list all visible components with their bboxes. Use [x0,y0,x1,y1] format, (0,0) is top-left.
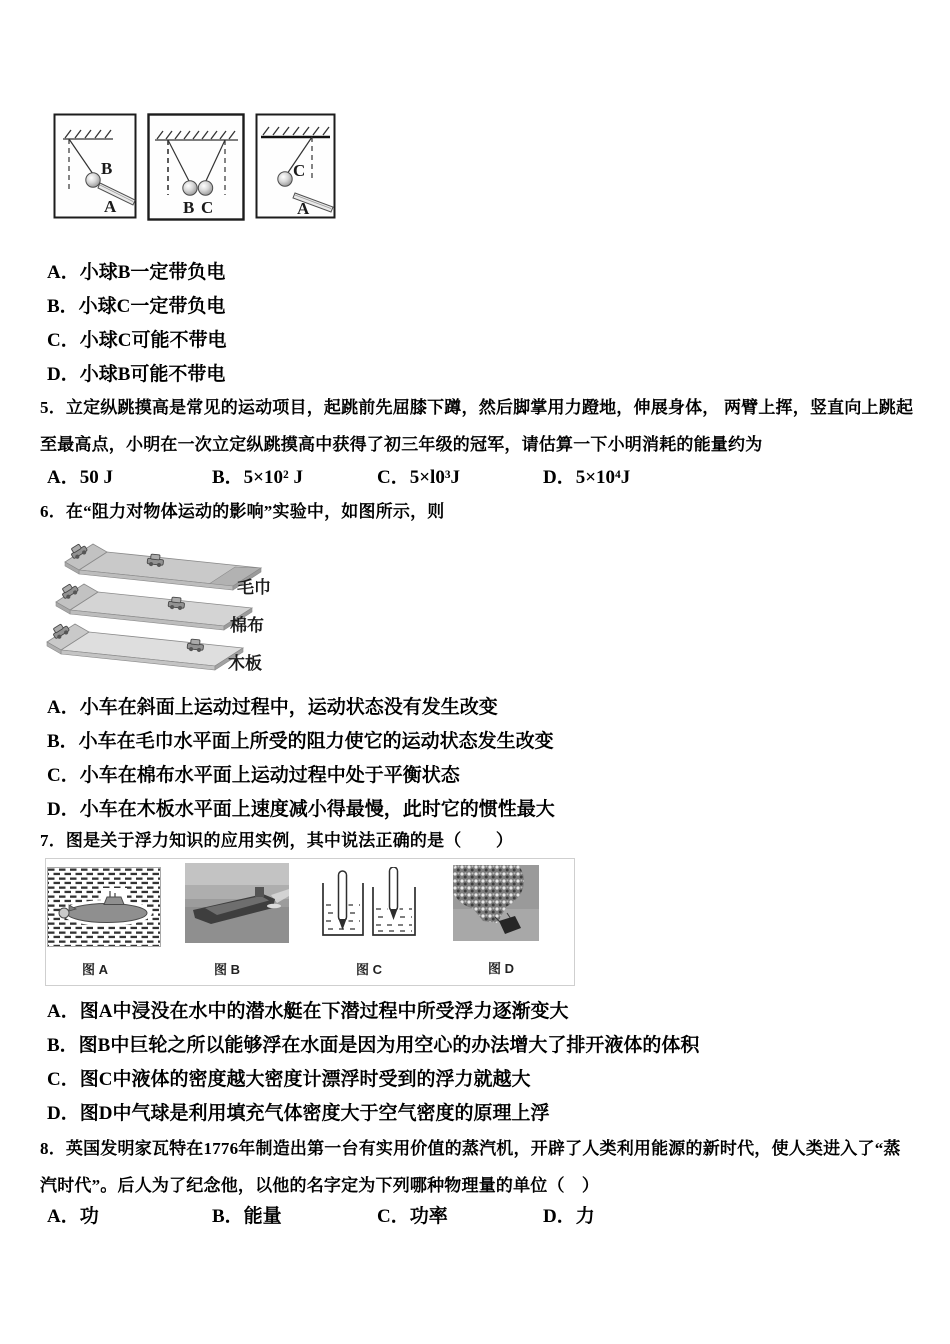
q8-option-d: D．力 [543,1206,595,1227]
q8-option-a: A．功 [47,1206,99,1227]
q7-option-b: B．图B中巨轮之所以能够浮在水面是因为用空心的办法增大了排开液体的体积 [47,1035,700,1056]
submarine-sail [104,897,124,905]
q8-stem-line1: 8．英国发明家瓦特在1776年制造出第一台有实用价值的蒸汽机，开辟了人类利用能源的新时代，使人类进入了“蒸 [40,1139,901,1158]
q5-option-c: C．5×l0³J [377,467,461,488]
submarine-image [47,867,161,947]
propeller [59,908,69,918]
q5-option-a: A．50 J [47,467,113,488]
caption-fig-a: 图 A [82,962,109,977]
q4-option-c: C．小球C可能不带电 [47,330,227,351]
surface-label-towel: 毛巾 [237,578,271,597]
ball-c [278,172,292,186]
q7-option-a: A．图A中浸没在水中的潜水艇在下潜过程中所受浮力逐渐变大 [47,1001,569,1022]
ship-photo [185,863,289,943]
q6-option-b: B．小车在毛巾水平面上所受的阻力使它的运动状态发生改变 [47,731,554,752]
q6-option-a: A．小车在斜面上运动过程中，运动状态没有发生改变 [47,697,498,718]
ramp-towel [65,542,261,590]
q4-option-d: D．小球B可能不带电 [47,364,226,385]
hydrometer-right-tube [390,867,398,911]
q5-option-d: D．5×10⁴J [543,467,631,488]
q5-stem-line1: 5．立定纵跳摸高是常见的运动项目，起跳前先屈膝下蹲，然后脚掌用力蹬地，伸展身体， 两臂上挥，竖直向上跳起 [40,398,914,417]
q7-stem: 7．图是关于浮力知识的应用实例，其中说法正确的是（ ） [40,831,514,850]
pendulum-panel-1 [53,113,137,219]
q7-option-d: D．图D中气球是利用填充气体密度大于空气密度的原理上浮 [47,1103,550,1124]
ball-b-label: B [101,159,113,178]
caption-fig-d: 图 D [488,961,515,976]
surface-label-cotton: 棉布 [230,616,264,635]
q6-stem: 6．在“阻力对物体运动的影响”实验中，如图所示，则 [40,502,445,521]
ball-c-label: C [201,198,214,217]
q7-option-c: C．图C中液体的密度越大密度计漂浮时受到的浮力就越大 [47,1069,531,1090]
question6-figure-ramps [45,538,307,672]
hydrometer-left-tube [339,871,347,921]
q6-option-d: D．小车在木板水平面上速度减小得最慢，此时它的惯性最大 [47,799,555,820]
q5-option-b: B．5×10² J [212,467,303,488]
q5-stem-line2: 至最高点，小明在一次立定纵跳摸高中获得了初三年级的冠军，请估算一下小明消耗的能量约为 [40,435,763,454]
q6-option-c: C．小车在棉布水平面上运动过程中处于平衡状态 [47,765,460,786]
q4-option-a: A．小球B一定带负电 [47,262,226,283]
submarine-hull [67,904,147,923]
rod-a-label: A [104,197,117,216]
balloon-photo [453,865,539,941]
ball-b [183,181,197,195]
ball-c-label: C [293,161,306,180]
ball-b [86,173,100,187]
q8-option-b: B．能量 [212,1206,282,1227]
ship-superstructure [255,887,264,897]
question4-figure [53,113,336,221]
caption-fig-b: 图 B [214,962,241,977]
q4-option-b: B．小球C一定带负电 [47,296,226,317]
caption-fig-c: 图 C [356,962,383,977]
q8-option-c: C．功率 [377,1206,448,1227]
rod-a-label: A [297,199,310,218]
ball-b-label: B [183,198,195,217]
hydrometer-image [315,867,419,947]
surface-label-wood: 木板 [228,654,262,672]
q8-stem-line2: 汽时代”。后人为了纪念他，以他的名字定为下列哪种物理量的单位（ ） [40,1176,600,1195]
pendulum-panel-3 [255,113,336,219]
pendulum-panel-2 [147,113,245,221]
question7-figure [45,858,575,986]
ball-c [198,181,212,195]
